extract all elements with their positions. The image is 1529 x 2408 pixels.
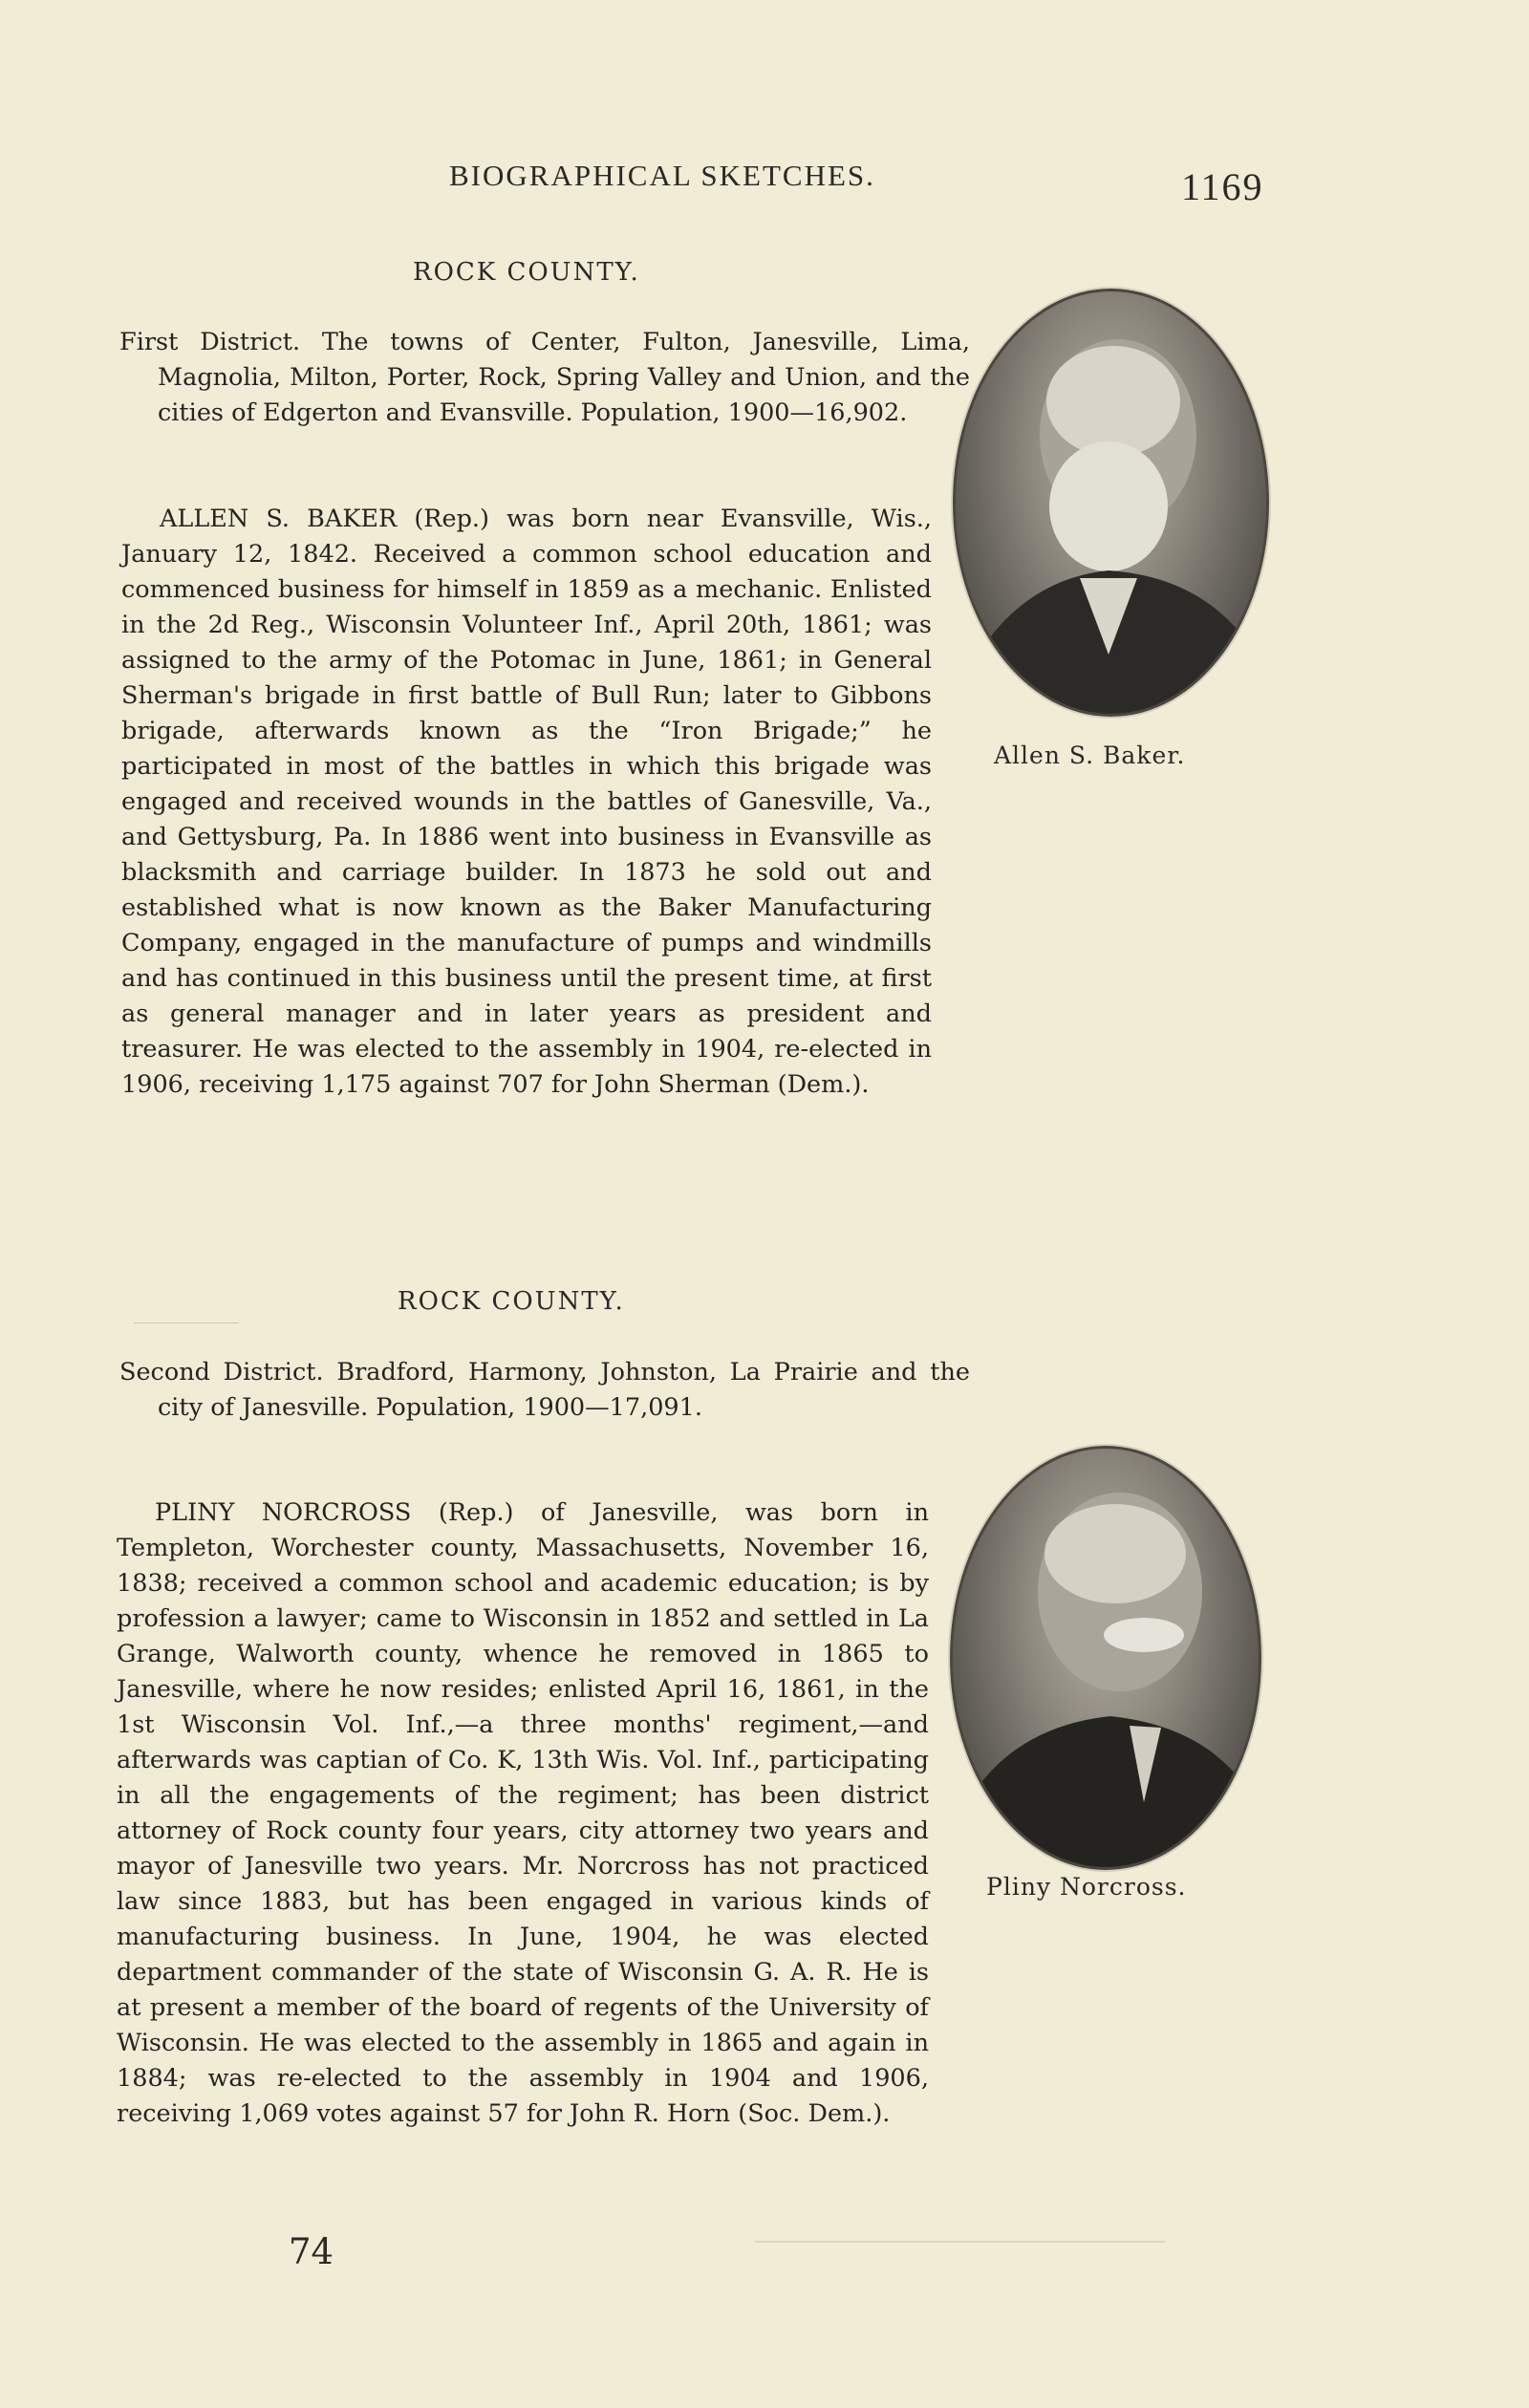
separator-rule bbox=[134, 1322, 239, 1323]
section-title-first-district: ROCK COUNTY. bbox=[413, 258, 640, 287]
page-number: 1169 bbox=[1181, 165, 1264, 208]
section-title-second-district: ROCK COUNTY. bbox=[398, 1287, 625, 1316]
biography-allen-baker bbox=[121, 502, 932, 1103]
bleed-through-mark bbox=[755, 2241, 1166, 2243]
portrait-allen-baker bbox=[953, 289, 1269, 717]
district-text: First District. The towns of Center, Fulton, Janesville, Lima, Magnolia, Milton, Porter, Rock, Spring Valley and Union, and the cities of Edgerton and Evansville. Population, 1900—16,902. bbox=[119, 328, 970, 427]
portrait-caption-pliny-norcross: Pliny Norcross. bbox=[986, 1873, 1187, 1901]
portrait-silhouette-icon bbox=[956, 291, 1266, 714]
district-text: Second District. Bradford, Harmony, Johnston, La Prairie and the city of Janesville. Population, 1900—17,091. bbox=[119, 1358, 970, 1422]
folio-number: 74 bbox=[289, 2231, 334, 2272]
running-head: BIOGRAPHICAL SKETCHES. bbox=[449, 159, 875, 192]
biography-pliny-norcross bbox=[117, 1495, 929, 2132]
district-description-second bbox=[119, 1355, 970, 1426]
portrait-pliny-norcross bbox=[950, 1446, 1261, 1870]
biography-text: ALLEN S. BAKER (Rep.) was born near Evansville, Wis., January 12, 1842. Received a common school education and commenced business for himself in 1859 as a mechanic. Enlisted in the 2d Reg., Wisconsin Volunteer Inf., April 20th, 1861; was assigned to the army of the Potomac in June, 1861; in General Sherman's brigade in first battle of Bull Run; later to Gibbons brigade, afterwards known as the “Iron Brigade;” he participated in most of the battles in which this brigade was engaged and received wounds in the battles of Ganesville, Va., and Gettysburg, Pa. In 1886 went into business in Evansville as blacksmith and carriage builder. In 1873 he sold out and established what is now known as the Baker Manufacturing Company, engaged in the manufacture of pumps and windmills and has continued in this business until the present time, at first as general manager and in later years as president and treasurer. He was elected to the assembly in 1904, re-elected in 1906, receiving 1,175 against 707 for John Sherman (Dem.). bbox=[121, 505, 932, 1099]
district-description-first bbox=[119, 325, 970, 431]
portrait-silhouette-icon bbox=[953, 1449, 1259, 1867]
biography-text: PLINY NORCROSS (Rep.) of Janesville, was born in Templeton, Worchester county, Massachusetts, November 16, 1838; received a common school and academic education; is by profession a lawyer; came to Wisconsin in 1852 and settled in La Grange, Walworth county, whence he removed in 1865 to Janesville, where he now resides; enlisted April 16, 1861, in the 1st Wisconsin Vol. Inf.,—a three months' regiment,—and afterwards was captian of Co. K, 13th Wis. Vol. Inf., participating in all the engagements of the regiment; has been district attorney of Rock county four years, city attorney two years and mayor of Janesville two years. Mr. Norcross has not practiced law since 1883, but has been engaged in various kinds of manufacturing business. In June, 1904, he was elected department commander of the state of Wisconsin G. A. R. He is at present a member of the board of regents of the University of Wisconsin. He was elected to the assembly in 1865 and again in 1884; was re-elected to the assembly in 1904 and 1906, receiving 1,069 votes against 57 for John R. Horn (Soc. Dem.). bbox=[117, 1498, 929, 2128]
portrait-caption-allen-baker: Allen S. Baker. bbox=[994, 742, 1186, 769]
